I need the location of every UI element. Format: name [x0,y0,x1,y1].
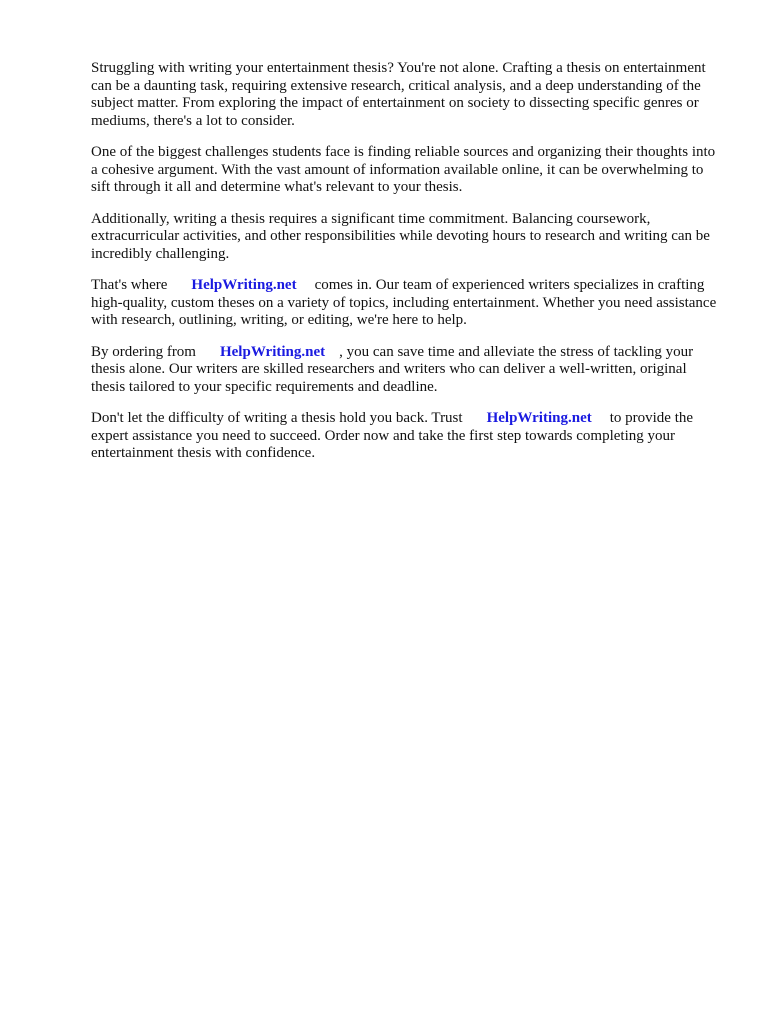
helpwriting-link[interactable]: HelpWriting.net [486,410,592,426]
paragraph-text: to provide the expert assistance you need to succeed. Order now and take the first step towards completing your entertainment thesis with confidence. [91,410,694,461]
paragraph-closing [91,410,721,463]
paragraph-text: That's where [91,277,168,293]
paragraph-text: , you can save time and alleviate the stress of tackling your thesis alone. Our writers are skilled researchers and writers who can deliver a well-written, original thesis tailored to your specific requirements and deadline. [91,343,694,395]
helpwriting-link[interactable]: HelpWriting.net [219,343,326,360]
paragraph-intro: Struggling with writing your entertainment thesis? You're not alone. Crafting a thesis on entertainment can be a daunting task, requiring extensive research, critical analysis, and a deep understanding of the subject matter. From exploring the impact of entertainment on society to dissecting specific genres or mediums, there's a lot to consider. [91,60,706,129]
paragraph-text: comes in. Our team of experienced writers specializes in crafting high-quality, custom theses on a variety of topics, including entertainment. Whether you need assistance with research, outlining, writing, or editing, we're here to help. [91,277,717,328]
paragraph-text: By ordering from [91,343,196,360]
paragraph-text: Don't let the difficulty of writing a thesis hold you back. Trust [91,410,463,426]
paragraph-ordering [91,344,721,397]
helpwriting-link[interactable]: HelpWriting.net [191,277,297,293]
document-body [91,60,721,477]
paragraph-thats-where [91,277,721,330]
paragraph-challenges: One of the biggest challenges students face is finding reliable sources and organizing their thoughts into a cohesive argument. With the vast amount of information available online, it can be overwhelming to sift through it all and determine what's relevant to your thesis. [91,144,716,195]
paragraph-time-commitment: Additionally, writing a thesis requires a significant time commitment. Balancing coursework, extracurricular activities, and other responsibilities while devoting hours to research and writing can be incredibly challenging. [91,210,710,262]
